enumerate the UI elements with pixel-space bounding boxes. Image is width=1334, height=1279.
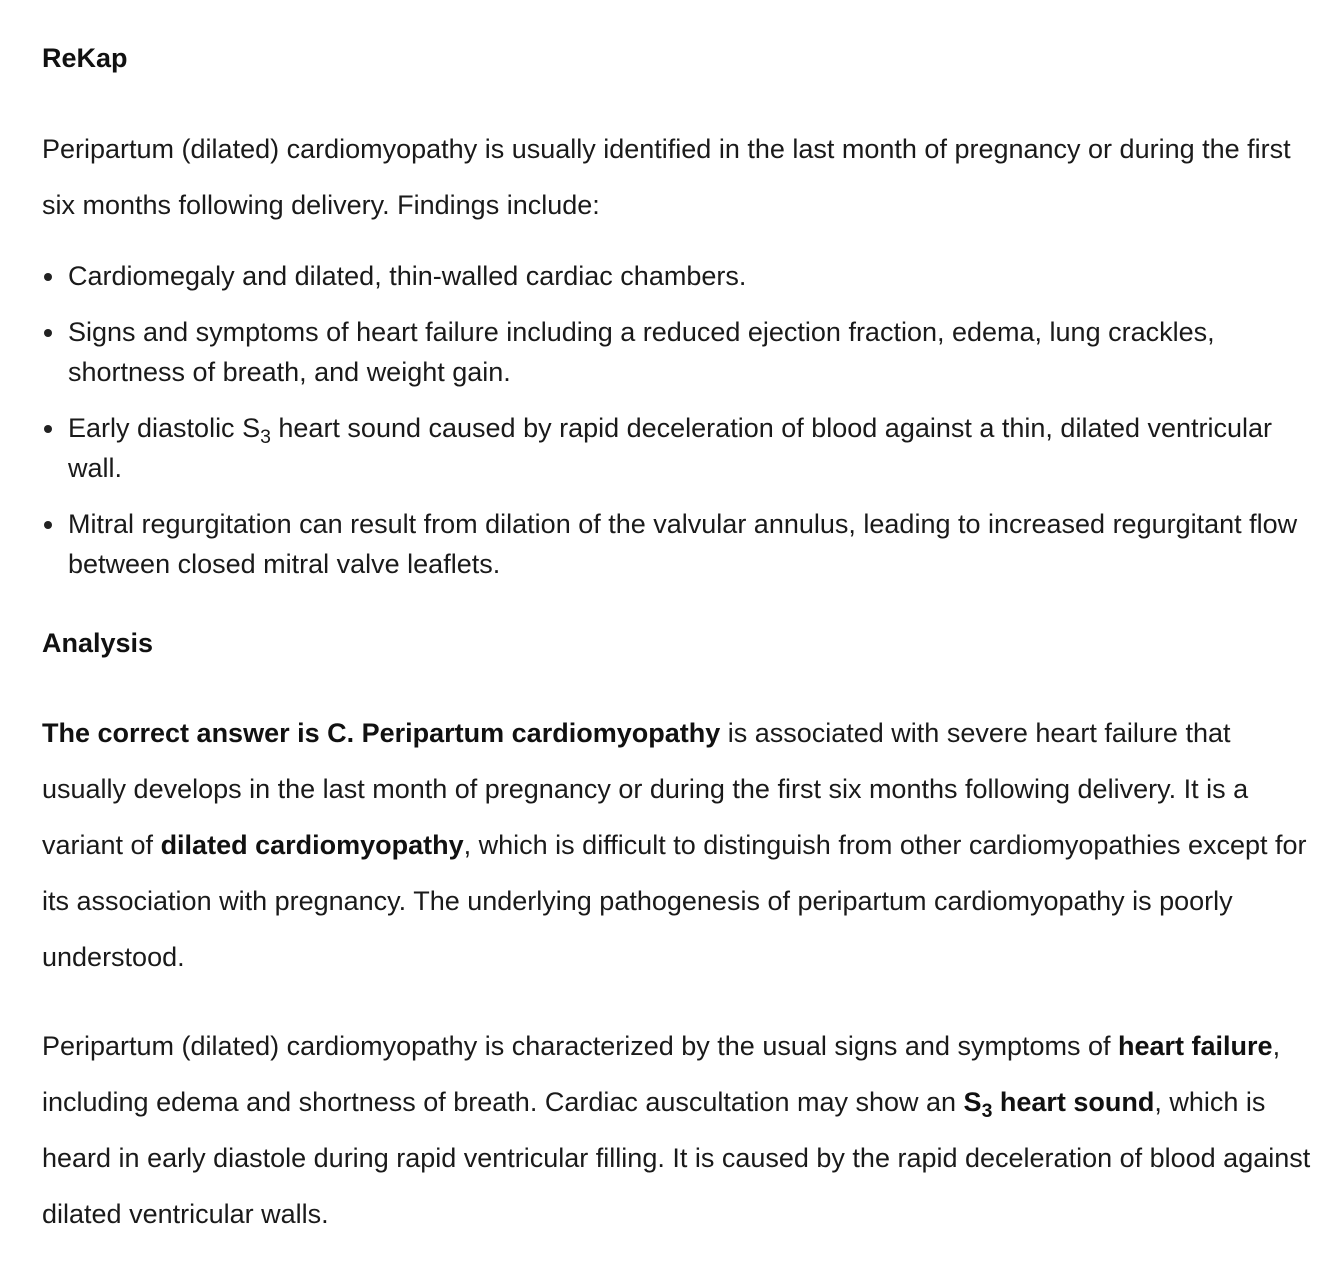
- finding-text: Early diastolic S: [68, 413, 261, 443]
- rekap-intro-paragraph: Peripartum (dilated) cardiomyopathy is usually identified in the last month of pregnancy or during the first six months following delivery. Findings include:: [42, 134, 1291, 220]
- finding-item: [42, 312, 1327, 392]
- analysis-heading: Analysis: [42, 628, 154, 658]
- finding-item: [42, 408, 1327, 488]
- finding-text: Signs and symptoms of heart failure including a reduced ejection fraction, edema, lung crackles, shortness of breath, and weight gain.: [68, 317, 1215, 387]
- s3-suffix: heart sound: [992, 1087, 1155, 1117]
- s3-heart-sound-bold: [963, 1087, 1155, 1123]
- finding-text: Cardiomegaly and dilated, thin-walled cardiac chambers.: [68, 261, 747, 291]
- dilated-cardiomyopathy-bold: dilated cardiomyopathy: [160, 830, 464, 860]
- paragraph-text: is associated with severe heart failure that usually develops in the last month of pregnancy or during the first six months following delivery. It is a variant of: [42, 718, 1249, 860]
- heart-failure-bold: heart failure: [1118, 1031, 1273, 1061]
- s3-letter: S: [963, 1087, 982, 1117]
- finding-item: [42, 256, 1327, 296]
- paragraph-text: , which is heard in early diastole during rapid ventricular filling. It is caused by the rapid deceleration of blood against dilated ventricular walls.: [42, 1087, 1311, 1229]
- findings-list: [42, 256, 1327, 600]
- paragraph-text: , which is difficult to distinguish from other cardiomyopathies except for its association with pregnancy. The underlying pathogenesis of peripartum cardiomyopathy is poorly understood.: [42, 830, 1307, 972]
- finding-text: heart sound caused by rapid deceleration of blood against a thin, dilated ventricular wall.: [68, 413, 1273, 483]
- finding-item: [42, 504, 1327, 584]
- subscript-3: 3: [981, 1100, 993, 1123]
- finding-text: Mitral regurgitation can result from dilation of the valvular annulus, leading to increased regurgitant flow between closed mitral valve leaflets.: [68, 509, 1298, 579]
- correct-answer-bold: The correct answer is C. Peripartum cardiomyopathy: [42, 718, 721, 748]
- paragraph-text: , including edema and shortness of breath. Cardiac auscultation may show an: [42, 1031, 1281, 1117]
- analysis-paragraph-2: [42, 1018, 1322, 1242]
- paragraph-text: Peripartum (dilated) cardiomyopathy is characterized by the usual signs and symptoms of: [42, 1031, 1118, 1061]
- analysis-paragraph-1: [42, 705, 1322, 985]
- subscript-3: 3: [260, 426, 271, 449]
- rekap-heading: ReKap: [42, 43, 128, 73]
